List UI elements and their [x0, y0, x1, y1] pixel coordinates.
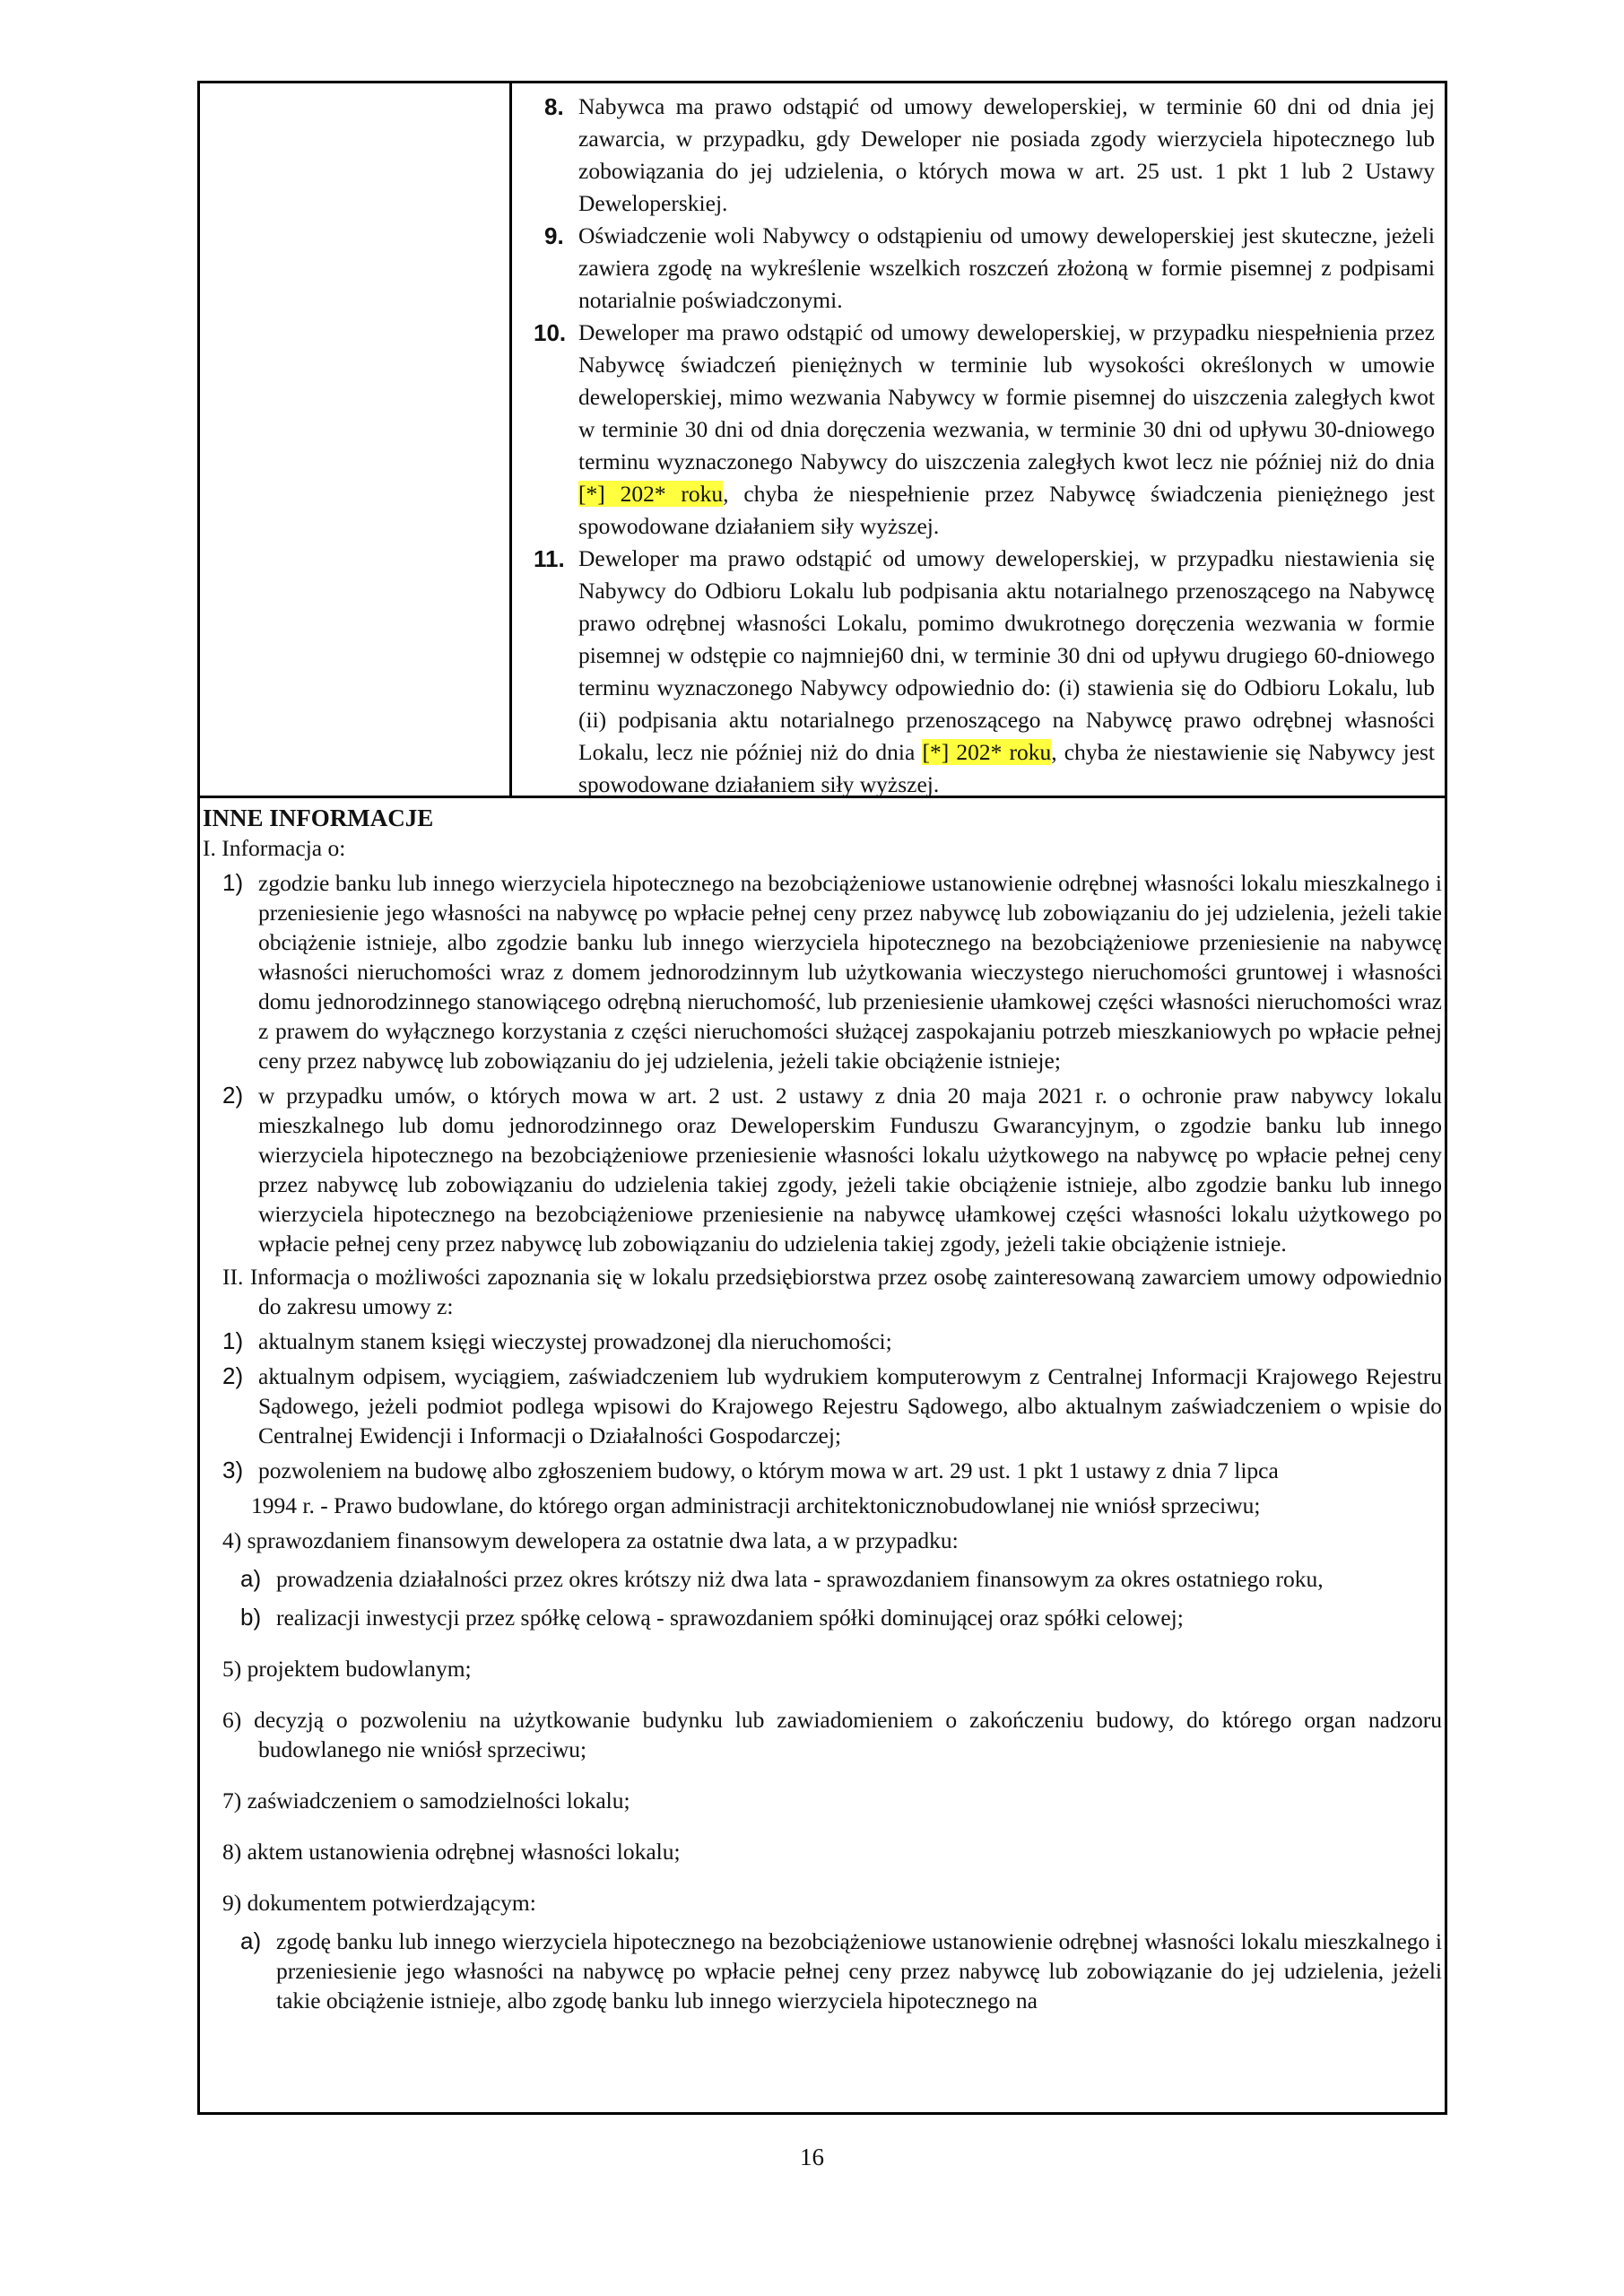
section-1-title: I. Informacja o: — [203, 835, 346, 861]
other-info-box — [197, 796, 1447, 2115]
list-item: 2) w przypadku umów, o których mowa w art. 2 ust. 2 ustawy z dnia 20 maja 2021 r. o ochronie praw nabywcy lokalu mieszkalnego lub domu jednorodzinnego oraz Deweloperskim Funduszu Gwarancyjnym, o zgodzie banku lub innego wierzyciela hipotecznego na bezobciążeniowe przeniesienie własności lokalu użytkowego na nabywcę po wpłacie pełnej ceny przez nabywcę lub zobowiązaniu do udzielenia takiej zgody, jeżeli takie obciążenie istnieje, albo zgodzie banku lub innego wierzyciela hipotecznego na bezobciążeniowe przeniesienie na nabywcę ułamkowej części własności lokalu użytkowego po wpłacie pełnej ceny przez nabywcę lub zobowiązaniu do udzielenia takiej zgody, jeżeli takie obciążenie istnieje. — [222, 1082, 1442, 1257]
list-item: 1) zgodzie banku lub innego wierzyciela hipotecznego na bezobciążeniowe ustanowienie odrębnej własności lokalu mieszkalnego i przeniesienie jego własności na nabywcę po wpłacie pełnej ceny przez nabywcę lub zobowiązaniu do jej udzielenia, jeżeli takie obciążenie istnieje, albo zgodzie banku lub innego wierzyciela hipotecznego na bezobciążeniowe przeniesienie na nabywcę własności nieruchomości wraz z domem jednorodzinnym lub użytkowania wieczystego nieruchomości gruntowej i własności domu jednorodzinnego stanowiącego odrębną nieruchomość, lub przeniesienie ułamkowej części własności nieruchomości wraz z prawem do wyłącznego korzystania z części nieruchomości służącej zaspokajaniu potrzeb mieszkaniowych po wpłacie pełnej ceny przez nabywcę lub zobowiązaniu do jej udzielenia, jeżeli takie obciążenie istnieje; — [222, 869, 1442, 1074]
section-2-title: II. Informacja o możliwości zapoznania się w lokalu przedsiębiorstwa przez osobę zainteresowaną zawarciem umowy odpowiednio do zakresu umowy z: — [222, 1264, 1442, 1319]
list-item-continuation: 1994 r. - Prawo budowlane, do którego organ administracji architektonicznobudowlanej nie wniósł sprzeciwu; — [251, 1492, 1261, 1518]
list-item: 9) dokumentem potwierdzającym: — [222, 1890, 536, 1916]
top-table — [197, 81, 1447, 798]
section-heading: INNE INFORMACJE — [203, 804, 434, 831]
page-number: 16 — [800, 2144, 824, 2170]
highlighted-date: [*] 202* roku — [578, 481, 724, 507]
list-item: 8) aktem ustanowienia odrębnej własności lokalu; — [222, 1839, 681, 1865]
list-item: 1) aktualnym stanem księgi wieczystej prowadzonej dla nieruchomości; — [222, 1327, 892, 1354]
other-info-content — [203, 802, 1442, 2015]
sub-item: a) zgodę banku lub innego wierzyciela hipotecznego na bezobciążeniowe ustanowienie odrębnej własności lokalu mieszkalnego i przeniesienie jego własności na nabywcę po wpłacie pełnej ceny przez nabywcę lub zobowiązanie do jej udzielenia, jeżeli takie obciążenie istnieje, albo zgodę banku lub innego wierzyciela hipotecznego na — [240, 1927, 1442, 2013]
column-divider — [509, 83, 512, 796]
clause-8: 8. Nabywca ma prawo odstąpić od umowy deweloperskiej, w terminie 60 dni od dnia jej zawarcia, w przypadku, gdy Deweloper nie posiada zgody wierzyciela hipotecznego lub zobowiązania do jej udzielenia, o których mowa w art. 25 ust. 1 pkt 1 lub 2 Ustawy Deweloperskiej. — [544, 93, 1435, 216]
highlighted-date: [*] 202* roku — [922, 739, 1052, 765]
list-item: 7) zaświadczeniem o samodzielności lokalu; — [222, 1787, 630, 1813]
list-item: 2) aktualnym odpisem, wyciągiem, zaświadczeniem lub wydrukiem komputerowym z Centralnej Informacji Krajowego Rejestru Sądowego, jeżeli podmiot podlega wpisowi do Krajowego Rejestru Sądowego, albo aktualnym zaświadczeniem o wpisie do Centralnej Ewidencji i Informacji o Działalności Gospodarczej; — [222, 1362, 1442, 1448]
clause-9: 9. Oświadczenie woli Nabywcy o odstąpieniu od umowy deweloperskiej jest skuteczne, jeżeli zawiera zgodę na wykreślenie wszelkich roszczeń złożoną w formie pisemnej z podpisami notarialnie poświadczonymi. — [544, 222, 1435, 313]
clause-11: 11. Deweloper ma prawo odstąpić od umowy deweloperskiej, w przypadku niestawienia się Nabywcy do Odbioru Lokalu lub podpisania aktu notarialnego przenoszącego na Nabywcę prawo odrębnej własności Lokalu, pomimo dwukrotnego doręczenia wezwania w formie pisemnej w odstępie co najmniej60 dni, w terminie 30 dni od upływu drugiego 60-dniowego terminu wyznaczonego Nabywcy odpowiednio do: (i) stawienia się do Odbioru Lokalu, lub (ii) podpisania aktu notarialnego przenoszącego na Nabywcę prawo odrębnej własności Lokalu, lecz nie później niż do dnia [*] 202* roku, chyba że niestawienie się Nabywcy jest spowodowane działaniem siły wyższej. — [534, 545, 1435, 797]
list-item: 4) sprawozdaniem finansowym dewelopera za ostatnie dwa lata, a w przypadku: — [222, 1527, 959, 1553]
clauses-column — [534, 91, 1435, 801]
sub-item: a) prowadzenia działalności przez okres krótszy niż dwa lata - sprawozdaniem finansowym za okres ostatniego roku, — [240, 1565, 1324, 1592]
clause-10: 10. Deweloper ma prawo odstąpić od umowy deweloperskiej, w przypadku niespełnienia przez Nabywcę świadczeń pieniężnych w terminie lub wysokości określonych w umowie deweloperskiej, mimo wezwania Nabywcy w formie pisemnej do uiszczenia zaległych kwot w terminie 30 dni od dnia doręczenia wezwania, w terminie 30 dni od upływu 30-dniowego terminu wyznaczonego Nabywcy do uiszczenia zaległych kwot lecz nie później niż do dnia [*] 202* roku, chyba że niespełnienie przez Nabywcę świadczenia pieniężnego jest spowodowane działaniem siły wyższej. — [534, 319, 1435, 539]
list-item: 6) decyzją o pozwoleniu na użytkowanie budynku lub zawiadomieniem o zakończeniu budowy, do którego organ nadzoru budowlanego nie wniósł sprzeciwu; — [222, 1707, 1442, 1762]
sub-item: b) realizacji inwestycji przez spółkę celową - sprawozdaniem spółki dominującej oraz spółki celowej; — [240, 1604, 1184, 1631]
list-item: 3) pozwoleniem na budowę albo zgłoszeniem budowy, o którym mowa w art. 29 ust. 1 pkt 1 ustawy z dnia 7 lipca — [222, 1457, 1279, 1483]
list-item: 5) projektem budowlanym; — [222, 1656, 472, 1682]
